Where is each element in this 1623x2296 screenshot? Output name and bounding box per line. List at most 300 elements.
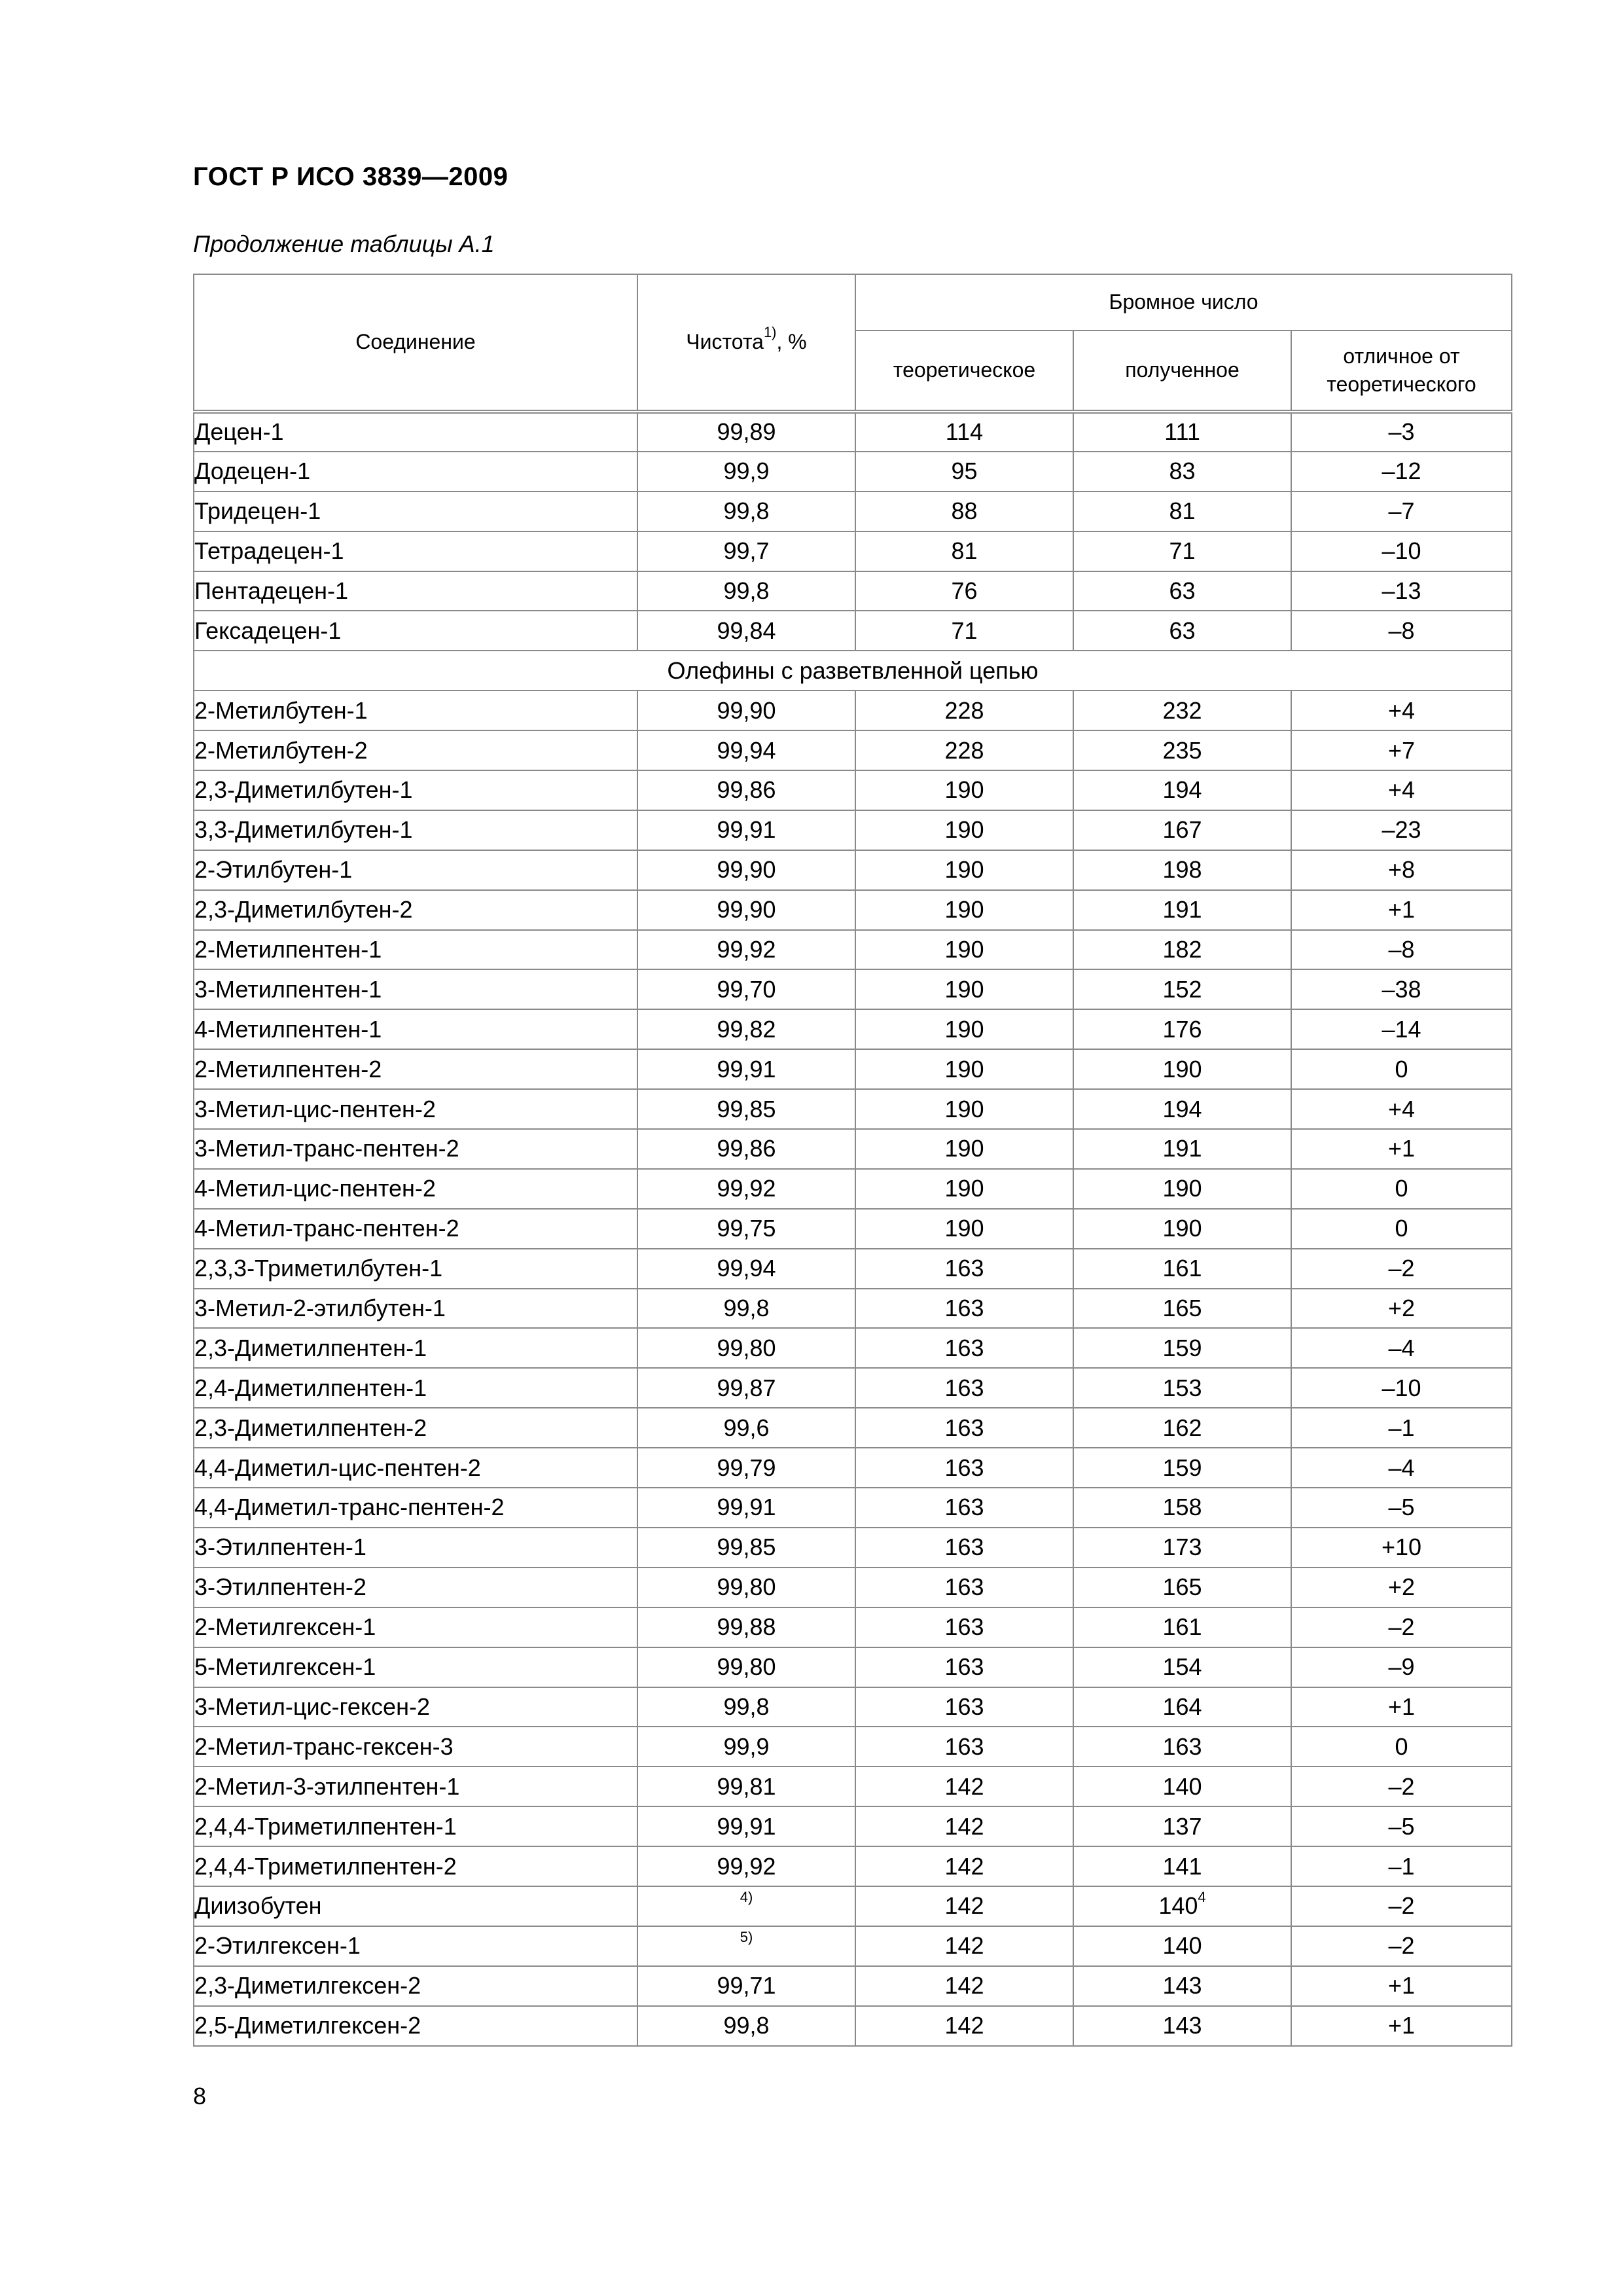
cell-difference — [1291, 810, 1512, 850]
table-row — [194, 452, 1512, 492]
cell-compound-value: Додецен-1 — [194, 457, 311, 485]
cell-obtained-value: 165 — [1162, 1573, 1202, 1601]
cell-purity — [637, 1328, 855, 1368]
cell-difference-value: –1 — [1388, 1852, 1415, 1880]
cell-obtained — [1073, 1009, 1291, 1049]
cell-obtained-value: 194 — [1162, 1095, 1202, 1122]
cell-obtained — [1073, 1249, 1291, 1289]
cell-purity-value: 99,8 — [723, 2012, 770, 2039]
table-row — [194, 890, 1512, 930]
cell-theoretical-value: 190 — [944, 1095, 984, 1122]
cell-obtained — [1073, 571, 1291, 611]
cell-purity — [637, 611, 855, 651]
cell-obtained-value: 83 — [1169, 457, 1196, 485]
table-row — [194, 691, 1512, 730]
cell-difference — [1291, 1249, 1512, 1289]
cell-compound-value: 2-Метил-транс-гексен-3 — [194, 1732, 454, 1760]
cell-compound-value: Диизобутен — [194, 1892, 322, 1920]
cell-compound — [194, 611, 637, 651]
cell-purity-value: 99,94 — [717, 736, 776, 764]
cell-purity-value: 99,80 — [717, 1573, 776, 1601]
cell-difference — [1291, 412, 1512, 452]
cell-obtained-value: 198 — [1162, 856, 1202, 884]
cell-theoretical — [855, 1886, 1073, 1926]
cell-compound-value: 2-Этилбутен-1 — [194, 856, 353, 884]
cell-theoretical-value: 163 — [944, 1732, 984, 1760]
cell-difference-value: –4 — [1388, 1454, 1415, 1481]
cell-theoretical — [855, 1408, 1073, 1448]
cell-compound-value: 3-Этилпентен-1 — [194, 1534, 366, 1561]
cell-theoretical — [855, 1966, 1073, 2006]
cell-obtained — [1073, 1806, 1291, 1846]
cell-compound — [194, 1846, 637, 1886]
cell-purity-value: 99,80 — [717, 1653, 776, 1681]
cell-obtained — [1073, 2006, 1291, 2046]
cell-difference — [1291, 1448, 1512, 1488]
cell-difference — [1291, 1767, 1512, 1806]
table-row — [194, 1886, 1512, 1926]
cell-obtained — [1073, 1568, 1291, 1607]
cell-obtained — [1073, 1607, 1291, 1647]
cell-compound — [194, 770, 637, 810]
cell-theoretical — [855, 1089, 1073, 1129]
cell-difference — [1291, 890, 1512, 930]
cell-compound-value: 3-Этилпентен-2 — [194, 1573, 366, 1601]
cell-obtained-value: 137 — [1162, 1812, 1202, 1840]
cell-obtained-value: 152 — [1162, 975, 1202, 1003]
header-difference: отличное от теоретического — [1291, 331, 1512, 412]
cell-difference — [1291, 1687, 1512, 1727]
cell-obtained — [1073, 1209, 1291, 1249]
cell-obtained-value: 235 — [1162, 736, 1202, 764]
cell-theoretical — [855, 1209, 1073, 1249]
cell-obtained — [1073, 969, 1291, 1009]
cell-compound-value: 2,3-Диметилпентен-2 — [194, 1414, 427, 1441]
cell-compound — [194, 1049, 637, 1089]
cell-theoretical — [855, 930, 1073, 970]
cell-compound-value: 4,4-Диметил-цис-пентен-2 — [194, 1454, 481, 1481]
cell-difference — [1291, 1368, 1512, 1408]
cell-theoretical-value: 163 — [944, 1494, 984, 1521]
cell-difference-value: +1 — [1387, 1135, 1416, 1162]
table-row — [194, 611, 1512, 651]
table-caption: Продолжение таблицы А.1 — [193, 230, 495, 257]
cell-compound-value: Гексадецен-1 — [194, 617, 342, 644]
cell-purity-value: 99,92 — [717, 936, 776, 963]
cell-purity — [637, 2006, 855, 2046]
cell-difference-value: 0 — [1395, 1215, 1408, 1242]
cell-purity — [637, 810, 855, 850]
cell-obtained — [1073, 850, 1291, 890]
cell-purity-value: 99,82 — [717, 1015, 776, 1043]
cell-difference-value: –2 — [1388, 1892, 1415, 1920]
cell-theoretical — [855, 1767, 1073, 1806]
cell-obtained — [1073, 1528, 1291, 1568]
cell-compound-value: 2,5-Диметилгексен-2 — [194, 2012, 421, 2039]
cell-obtained — [1073, 531, 1291, 571]
cell-obtained-value: 71 — [1169, 537, 1196, 565]
table-row — [194, 1806, 1512, 1846]
cell-obtained-value: 140 — [1162, 1772, 1202, 1800]
cell-purity — [637, 1089, 855, 1129]
cell-purity — [637, 571, 855, 611]
cell-theoretical — [855, 890, 1073, 930]
cell-obtained — [1073, 1169, 1291, 1209]
cell-theoretical-value: 163 — [944, 1255, 984, 1282]
cell-purity — [637, 412, 855, 452]
cell-compound — [194, 810, 637, 850]
cell-theoretical-value: 190 — [944, 1175, 984, 1202]
cell-purity — [637, 1528, 855, 1568]
cell-difference — [1291, 1846, 1512, 1886]
cell-difference-value: –2 — [1388, 1255, 1415, 1282]
cell-compound-value: 3-Метил-цис-гексен-2 — [194, 1693, 430, 1720]
cell-obtained-value: 143 — [1162, 1972, 1202, 2000]
cell-compound-value: 2,4,4-Триметилпентен-2 — [194, 1852, 457, 1880]
cell-compound-value: 4-Метилпентен-1 — [194, 1015, 382, 1043]
cell-theoretical — [855, 1727, 1073, 1767]
cell-purity — [637, 1129, 855, 1169]
cell-theoretical-value: 142 — [944, 1772, 984, 1800]
cell-theoretical — [855, 1488, 1073, 1528]
cell-purity — [637, 930, 855, 970]
cell-obtained-value: 159 — [1162, 1454, 1202, 1481]
cell-compound-value: 2-Метилпентен-2 — [194, 1055, 382, 1083]
cell-compound-value: 2,3-Диметилбутен-2 — [194, 896, 413, 924]
table-header — [194, 274, 1512, 412]
cell-purity-value: 99,89 — [717, 418, 776, 446]
cell-theoretical — [855, 2006, 1073, 2046]
cell-purity-value: 99,90 — [717, 896, 776, 924]
cell-difference-value: –13 — [1382, 577, 1421, 604]
cell-purity-value: 99,91 — [717, 1812, 776, 1840]
header-compound: Соединение — [194, 274, 637, 412]
cell-purity — [637, 969, 855, 1009]
cell-compound — [194, 412, 637, 452]
cell-difference-value: –5 — [1388, 1494, 1415, 1521]
cell-compound-value: Тетрадецен-1 — [194, 537, 344, 565]
cell-compound — [194, 2006, 637, 2046]
cell-difference — [1291, 1169, 1512, 1209]
cell-compound — [194, 850, 637, 890]
cell-theoretical — [855, 1289, 1073, 1329]
header-purity-label: Чистота — [686, 330, 764, 354]
cell-obtained — [1073, 1687, 1291, 1727]
cell-purity — [637, 1687, 855, 1727]
cell-difference — [1291, 1289, 1512, 1329]
cell-purity-value: 99,91 — [717, 816, 776, 844]
cell-theoretical-value: 190 — [944, 856, 984, 884]
cell-purity-value: 99,92 — [717, 1852, 776, 1880]
footnote-marker: 4 — [1198, 1889, 1206, 1906]
cell-theoretical-value: 88 — [951, 497, 978, 525]
cell-purity-value: 99,9 — [723, 457, 770, 485]
cell-compound — [194, 1448, 637, 1488]
cell-difference-value: –12 — [1382, 457, 1421, 485]
cell-obtained — [1073, 1926, 1291, 1966]
cell-purity-value: 99,79 — [717, 1454, 776, 1481]
cell-obtained — [1073, 1966, 1291, 2006]
cell-obtained — [1073, 691, 1291, 730]
cell-purity-value: 99,91 — [717, 1055, 776, 1083]
cell-obtained-value: 158 — [1162, 1494, 1202, 1521]
cell-theoretical — [855, 969, 1073, 1009]
cell-difference-value: +10 — [1381, 1534, 1422, 1561]
cell-obtained-value: 159 — [1162, 1334, 1202, 1361]
cell-obtained-value: 191 — [1162, 896, 1202, 924]
cell-difference-value: –2 — [1388, 1772, 1415, 1800]
cell-purity — [637, 1806, 855, 1846]
cell-theoretical-value: 81 — [951, 537, 978, 565]
cell-theoretical-value: 142 — [944, 1932, 984, 1960]
cell-purity — [637, 850, 855, 890]
cell-compound — [194, 1687, 637, 1727]
cell-compound — [194, 1169, 637, 1209]
cell-difference-value: –10 — [1382, 537, 1421, 565]
cell-purity — [637, 1009, 855, 1049]
cell-compound — [194, 1568, 637, 1607]
cell-difference — [1291, 730, 1512, 770]
cell-obtained — [1073, 611, 1291, 651]
cell-obtained-value: 191 — [1162, 1135, 1202, 1162]
table-row — [194, 1966, 1512, 2006]
cell-difference — [1291, 770, 1512, 810]
cell-obtained — [1073, 1767, 1291, 1806]
cell-purity-value: 99,90 — [717, 856, 776, 884]
cell-theoretical-value: 163 — [944, 1693, 984, 1720]
cell-purity — [637, 1249, 855, 1289]
table-row — [194, 730, 1512, 770]
cell-compound-value: 5-Метилгексен-1 — [194, 1653, 376, 1681]
cell-compound — [194, 1368, 637, 1408]
cell-theoretical — [855, 850, 1073, 890]
cell-purity-value: 99,81 — [717, 1772, 776, 1800]
cell-compound-value: 4-Метил-цис-пентен-2 — [194, 1175, 436, 1202]
table-row — [194, 1249, 1512, 1289]
cell-compound-value: 2,3,3-Триметилбутен-1 — [194, 1255, 443, 1282]
cell-theoretical-value: 142 — [944, 1852, 984, 1880]
cell-difference-value: –8 — [1388, 936, 1415, 963]
table-row — [194, 930, 1512, 970]
cell-obtained-value: 111 — [1164, 418, 1200, 446]
cell-purity-value: 99,91 — [717, 1494, 776, 1521]
cell-purity-value: 99,86 — [717, 1135, 776, 1162]
footnote-marker: 5) — [740, 1929, 753, 1946]
cell-theoretical-value: 163 — [944, 1295, 984, 1322]
cell-compound-value: 2,4,4-Триметилпентен-1 — [194, 1812, 457, 1840]
cell-theoretical — [855, 1846, 1073, 1886]
cell-purity — [637, 730, 855, 770]
cell-obtained-value: 190 — [1162, 1215, 1202, 1242]
cell-theoretical — [855, 1806, 1073, 1846]
cell-theoretical-value: 228 — [944, 736, 984, 764]
cell-compound — [194, 1488, 637, 1528]
cell-theoretical — [855, 1647, 1073, 1687]
cell-compound-value: 3-Метилпентен-1 — [194, 975, 382, 1003]
table-row — [194, 1289, 1512, 1329]
table-row — [194, 1568, 1512, 1607]
cell-difference-value: –7 — [1388, 497, 1415, 525]
cell-difference-value: +8 — [1387, 856, 1416, 884]
cell-compound-value: 2-Этилгексен-1 — [194, 1932, 361, 1960]
cell-purity — [637, 1568, 855, 1607]
cell-compound — [194, 1966, 637, 2006]
cell-compound-value: 3-Метил-транс-пентен-2 — [194, 1135, 459, 1162]
cell-compound — [194, 1647, 637, 1687]
cell-theoretical-value: 190 — [944, 936, 984, 963]
cell-theoretical — [855, 1249, 1073, 1289]
cell-obtained — [1073, 770, 1291, 810]
cell-obtained-value: 153 — [1162, 1374, 1202, 1401]
cell-theoretical — [855, 571, 1073, 611]
cell-compound — [194, 571, 637, 611]
cell-obtained-value: 140 — [1158, 1892, 1198, 1920]
cell-theoretical-value: 190 — [944, 896, 984, 924]
cell-compound — [194, 1209, 637, 1249]
cell-difference — [1291, 691, 1512, 730]
cell-obtained-value: 154 — [1162, 1653, 1202, 1681]
cell-obtained-value: 161 — [1162, 1255, 1202, 1282]
cell-difference-value: 0 — [1395, 1175, 1408, 1202]
cell-purity-value: 99,92 — [717, 1175, 776, 1202]
cell-theoretical-value: 163 — [944, 1374, 984, 1401]
cell-compound-value: 2,3-Диметилгексен-2 — [194, 1972, 421, 2000]
cell-difference-value: +2 — [1387, 1295, 1416, 1322]
cell-theoretical — [855, 691, 1073, 730]
cell-theoretical — [855, 1328, 1073, 1368]
cell-theoretical — [855, 1049, 1073, 1089]
cell-obtained-value: 167 — [1162, 816, 1202, 844]
cell-purity — [637, 1767, 855, 1806]
cell-difference-value: –14 — [1382, 1015, 1421, 1043]
cell-difference — [1291, 1089, 1512, 1129]
cell-purity — [637, 1289, 855, 1329]
cell-compound — [194, 1129, 637, 1169]
cell-compound-value: 2-Метилбутен-2 — [194, 736, 368, 764]
cell-difference — [1291, 1488, 1512, 1528]
cell-obtained-value: 232 — [1162, 696, 1202, 724]
cell-compound — [194, 452, 637, 492]
cell-purity — [637, 1647, 855, 1687]
cell-difference — [1291, 1408, 1512, 1448]
table-row — [194, 1926, 1512, 1966]
cell-theoretical-value: 228 — [944, 696, 984, 724]
header-purity-footnote: 1) — [763, 324, 777, 341]
cell-difference-value: –9 — [1388, 1653, 1415, 1681]
table-row — [194, 1528, 1512, 1568]
cell-difference — [1291, 1209, 1512, 1249]
cell-theoretical — [855, 1607, 1073, 1647]
cell-difference — [1291, 1727, 1512, 1767]
cell-compound — [194, 1009, 637, 1049]
cell-obtained-value: 162 — [1162, 1414, 1202, 1441]
cell-purity — [637, 1169, 855, 1209]
cell-difference-value: –38 — [1382, 975, 1421, 1003]
cell-obtained-value: 176 — [1162, 1015, 1202, 1043]
cell-compound-value: 3,3-Диметилбутен-1 — [194, 816, 413, 844]
cell-obtained-value: 165 — [1162, 1295, 1202, 1322]
cell-obtained-value: 141 — [1162, 1852, 1202, 1880]
cell-obtained — [1073, 492, 1291, 531]
cell-difference-value: –1 — [1388, 1414, 1415, 1441]
cell-purity-value: 99,8 — [723, 497, 770, 525]
cell-obtained — [1073, 930, 1291, 970]
cell-difference — [1291, 1926, 1512, 1966]
cell-compound — [194, 1886, 637, 1926]
cell-theoretical — [855, 1687, 1073, 1727]
cell-theoretical-value: 142 — [944, 2012, 984, 2039]
cell-purity — [637, 531, 855, 571]
cell-purity-value: 99,90 — [717, 696, 776, 724]
cell-obtained-value: 63 — [1169, 617, 1196, 644]
cell-difference — [1291, 930, 1512, 970]
cell-obtained — [1073, 1886, 1291, 1926]
table-row — [194, 1607, 1512, 1647]
cell-compound — [194, 730, 637, 770]
cell-compound — [194, 969, 637, 1009]
cell-obtained-value: 164 — [1162, 1693, 1202, 1720]
cell-compound — [194, 1528, 637, 1568]
cell-purity-value: 99,94 — [717, 1255, 776, 1282]
cell-compound-value: 2,4-Диметилпентен-1 — [194, 1374, 427, 1401]
cell-obtained — [1073, 1727, 1291, 1767]
table-row — [194, 1846, 1512, 1886]
cell-obtained-value: 161 — [1162, 1613, 1202, 1641]
cell-obtained — [1073, 1328, 1291, 1368]
cell-obtained-value: 182 — [1162, 936, 1202, 963]
cell-compound-value: 2-Метилпентен-1 — [194, 936, 382, 963]
cell-purity-value: 99,80 — [717, 1334, 776, 1361]
cell-obtained — [1073, 1129, 1291, 1169]
cell-theoretical-value: 163 — [944, 1573, 984, 1601]
cell-difference-value: –5 — [1388, 1812, 1415, 1840]
cell-difference — [1291, 1009, 1512, 1049]
cell-obtained-value: 190 — [1162, 1175, 1202, 1202]
cell-difference — [1291, 611, 1512, 651]
table-row — [194, 1129, 1512, 1169]
cell-purity — [637, 1886, 855, 1926]
cell-difference — [1291, 1647, 1512, 1687]
cell-difference — [1291, 1528, 1512, 1568]
cell-obtained — [1073, 1049, 1291, 1089]
cell-theoretical — [855, 1528, 1073, 1568]
cell-difference-value: –3 — [1388, 418, 1415, 446]
cell-compound-value: Децен-1 — [194, 418, 284, 446]
cell-compound — [194, 1767, 637, 1806]
cell-purity-value: 99,84 — [717, 617, 776, 644]
cell-compound-value: 2,3-Диметилпентен-1 — [194, 1334, 427, 1361]
header-purity — [637, 274, 855, 412]
cell-purity — [637, 1448, 855, 1488]
cell-obtained — [1073, 1846, 1291, 1886]
cell-purity — [637, 1846, 855, 1886]
cell-difference-value: +4 — [1387, 1095, 1416, 1122]
cell-theoretical-value: 114 — [945, 418, 984, 446]
cell-compound-value: 3-Метил-цис-пентен-2 — [194, 1095, 436, 1122]
table-row — [194, 571, 1512, 611]
cell-theoretical-value: 71 — [951, 617, 978, 644]
cell-theoretical — [855, 531, 1073, 571]
cell-theoretical — [855, 1368, 1073, 1408]
cell-obtained — [1073, 730, 1291, 770]
bromine-number-table — [193, 274, 1512, 2047]
cell-purity-value: 99,70 — [717, 975, 776, 1003]
cell-purity-value: 99,9 — [723, 1732, 770, 1760]
cell-obtained-value: 173 — [1162, 1534, 1202, 1561]
table-row — [194, 1727, 1512, 1767]
cell-difference — [1291, 1607, 1512, 1647]
cell-obtained — [1073, 1408, 1291, 1448]
